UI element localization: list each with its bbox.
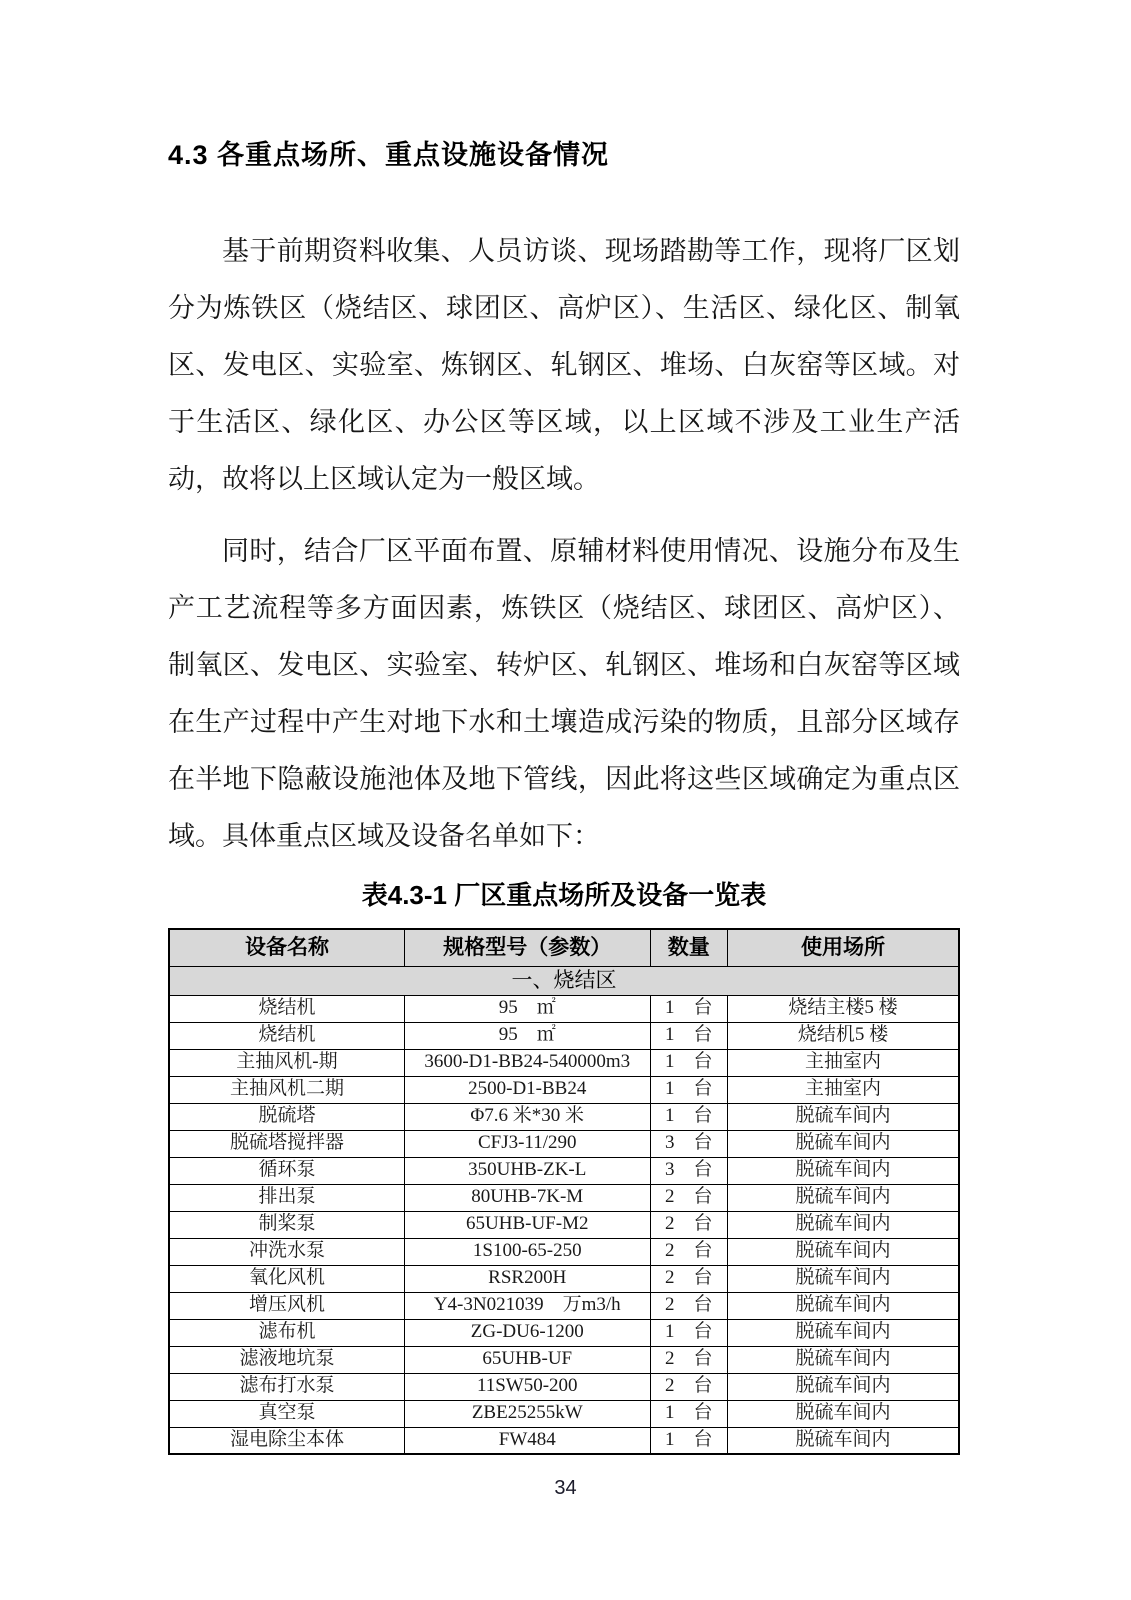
location-cell: 脱硫车间内 [728, 1319, 960, 1346]
location-cell: 脱硫车间内 [728, 1184, 960, 1211]
table-row [169, 1049, 959, 1076]
equipment-table-body [169, 995, 959, 1454]
quantity-cell: 2 台 [650, 1238, 727, 1265]
table-row [169, 1103, 959, 1130]
location-cell: 脱硫车间内 [728, 1211, 960, 1238]
header-quantity: 数量 [650, 929, 727, 966]
device-name-cell: 增压风机 [169, 1292, 404, 1319]
table-row [169, 1265, 959, 1292]
spec-cell: CFJ3-11/290 [404, 1130, 650, 1157]
device-name-cell: 烧结机 [169, 995, 404, 1022]
device-name-cell: 循环泵 [169, 1157, 404, 1184]
table-row [169, 1427, 959, 1454]
table-row [169, 1184, 959, 1211]
location-cell: 脱硫车间内 [728, 1238, 960, 1265]
device-name-cell: 氧化风机 [169, 1265, 404, 1292]
quantity-cell: 1 台 [650, 995, 727, 1022]
quantity-cell: 1 台 [650, 1319, 727, 1346]
location-cell: 烧结主楼5 楼 [728, 995, 960, 1022]
device-name-cell: 滤布机 [169, 1319, 404, 1346]
table-row [169, 1319, 959, 1346]
location-cell: 烧结机5 楼 [728, 1022, 960, 1049]
spec-cell: 95 ㎡ [404, 995, 650, 1022]
table-row [169, 1130, 959, 1157]
quantity-cell: 2 台 [650, 1184, 727, 1211]
section-row-sintering-area [169, 966, 959, 995]
header-usage-location: 使用场所 [728, 929, 960, 966]
spec-cell: 80UHB-7K-M [404, 1184, 650, 1211]
spec-cell: 95 ㎡ [404, 1022, 650, 1049]
quantity-cell: 2 台 [650, 1292, 727, 1319]
page-content [168, 138, 960, 1455]
paragraph-region-classification: 基于前期资料收集、人员访谈、现场踏勘等工作，现将厂区划分为炼铁区（烧结区、球团区、高炉区）、生活区、绿化区、制氧区、发电区、实验室、炼钢区、轧钢区、堆场、白灰窑等区域。对于生活区、绿化区、办公区等区域，以上区域不涉及工业生产活动，故将以上区域认定为一般区域。 [168, 236, 960, 494]
quantity-cell: 1 台 [650, 1022, 727, 1049]
location-cell: 脱硫车间内 [728, 1157, 960, 1184]
quantity-cell: 2 台 [650, 1211, 727, 1238]
spec-cell: 11SW50-200 [404, 1373, 650, 1400]
section-row-label: 一、烧结区 [169, 966, 959, 995]
quantity-cell: 3 台 [650, 1157, 727, 1184]
page-number: 34 [554, 1477, 577, 1499]
table-row [169, 1292, 959, 1319]
equipment-table-header [169, 929, 959, 995]
quantity-cell: 2 台 [650, 1373, 727, 1400]
location-cell: 主抽室内 [728, 1076, 960, 1103]
device-name-cell: 排出泵 [169, 1184, 404, 1211]
header-row [169, 929, 959, 966]
quantity-cell: 1 台 [650, 1076, 727, 1103]
table-row [169, 1238, 959, 1265]
spec-cell: 350UHB-ZK-L [404, 1157, 650, 1184]
location-cell: 脱硫车间内 [728, 1346, 960, 1373]
device-name-cell: 滤布打水泵 [169, 1373, 404, 1400]
spec-cell: 1S100-65-250 [404, 1238, 650, 1265]
header-spec-model: 规格型号（参数） [404, 929, 650, 966]
device-name-cell: 冲洗水泵 [169, 1238, 404, 1265]
device-name-cell: 湿电除尘本体 [169, 1427, 404, 1454]
location-cell: 脱硫车间内 [728, 1292, 960, 1319]
table-row [169, 1022, 959, 1049]
section-heading: 4.3 各重点场所、重点设施设备情况 [168, 140, 610, 170]
location-cell: 脱硫车间内 [728, 1130, 960, 1157]
device-name-cell: 滤液地坑泵 [169, 1346, 404, 1373]
device-name-cell: 烧结机 [169, 1022, 404, 1049]
device-name-cell: 脱硫塔 [169, 1103, 404, 1130]
spec-cell: RSR200H [404, 1265, 650, 1292]
table-title: 表4.3-1 厂区重点场所及设备一览表 [361, 880, 767, 910]
device-name-cell: 真空泵 [169, 1400, 404, 1427]
location-cell: 脱硫车间内 [728, 1265, 960, 1292]
quantity-cell: 2 台 [650, 1346, 727, 1373]
paragraph-key-regions: 同时，结合厂区平面布置、原辅材料使用情况、设施分布及生产工艺流程等多方面因素，炼铁区（烧结区、球团区、高炉区）、制氧区、发电区、实验室、转炉区、轧钢区、堆场和白灰窑等区域在生产过程中产生对地下水和土壤造成污染的物质，且部分区域存在半地下隐蔽设施池体及地下管线，因此将这些区域确定为重点区域。具体重点区域及设备名单如下： [168, 536, 960, 851]
location-cell: 脱硫车间内 [728, 1400, 960, 1427]
spec-cell: 2500-D1-BB24 [404, 1076, 650, 1103]
quantity-cell: 1 台 [650, 1103, 727, 1130]
spec-cell: ZG-DU6-1200 [404, 1319, 650, 1346]
spec-cell: 65UHB-UF-M2 [404, 1211, 650, 1238]
quantity-cell: 3 台 [650, 1130, 727, 1157]
location-cell: 主抽室内 [728, 1049, 960, 1076]
location-cell: 脱硫车间内 [728, 1427, 960, 1454]
table-row [169, 1400, 959, 1427]
location-cell: 脱硫车间内 [728, 1373, 960, 1400]
table-row [169, 1373, 959, 1400]
device-name-cell: 主抽风机-期 [169, 1049, 404, 1076]
equipment-table [168, 928, 960, 1455]
spec-cell: ZBE25255kW [404, 1400, 650, 1427]
quantity-cell: 1 台 [650, 1427, 727, 1454]
header-device-name: 设备名称 [169, 929, 404, 966]
table-row [169, 1346, 959, 1373]
table-row [169, 1157, 959, 1184]
table-row [169, 1211, 959, 1238]
spec-cell: 3600-D1-BB24-540000m3 [404, 1049, 650, 1076]
spec-cell: Y4-3N021039 万m3/h [404, 1292, 650, 1319]
quantity-cell: 2 台 [650, 1265, 727, 1292]
quantity-cell: 1 台 [650, 1049, 727, 1076]
spec-cell: FW484 [404, 1427, 650, 1454]
device-name-cell: 脱硫塔搅拌器 [169, 1130, 404, 1157]
location-cell: 脱硫车间内 [728, 1103, 960, 1130]
device-name-cell: 制桨泵 [169, 1211, 404, 1238]
device-name-cell: 主抽风机二期 [169, 1076, 404, 1103]
spec-cell: Φ7.6 米*30 米 [404, 1103, 650, 1130]
spec-cell: 65UHB-UF [404, 1346, 650, 1373]
table-row [169, 1076, 959, 1103]
quantity-cell: 1 台 [650, 1400, 727, 1427]
table-row [169, 995, 959, 1022]
